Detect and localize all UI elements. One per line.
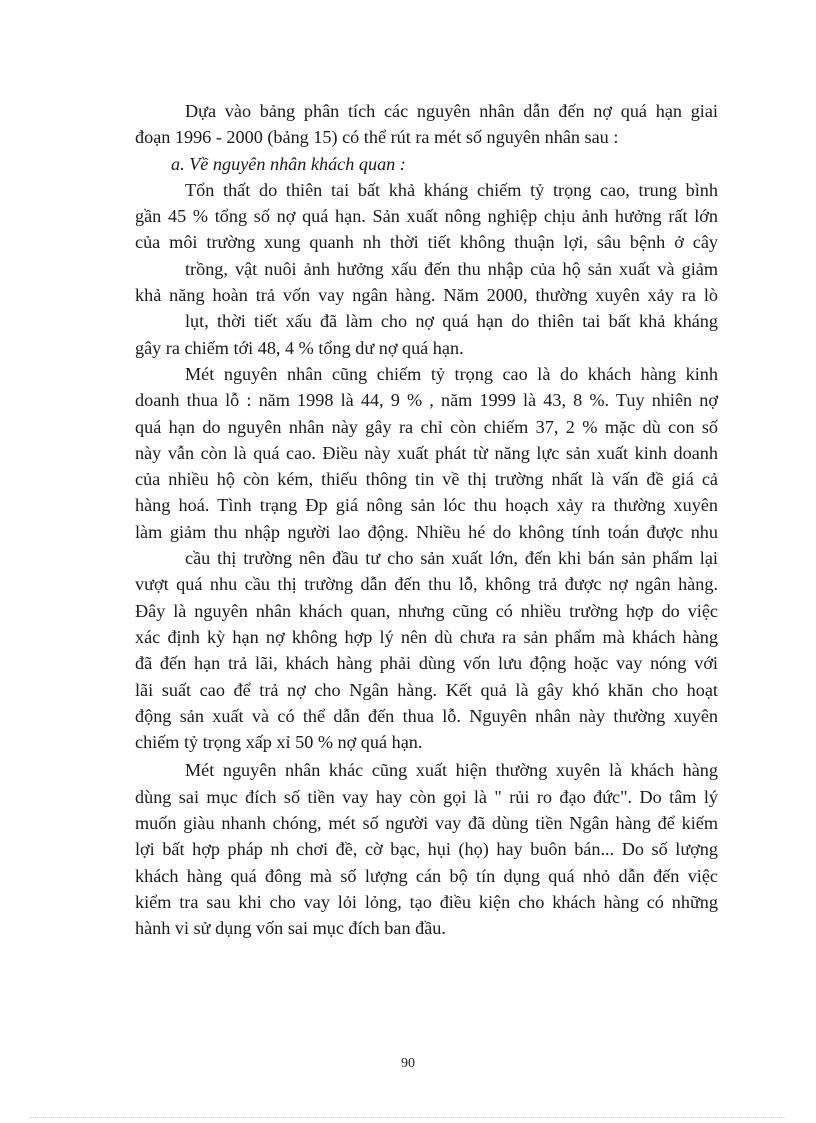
text-line: Mét nguyên nhân cũng chiếm tỷ trọng cao là do khách hàng kinh [185,363,718,384]
text-line: lợi bất hợp pháp nh chơi đề, cờ bạc, hụi (họ) hay buôn bán... Do số lượng [135,839,718,860]
text-line: Tổn thất do thiên tai bất khả kháng chiếm tỷ trọng cao, trung bình [185,179,718,200]
body-text [135,98,718,942]
text-line: dùng sai mục đích số tiền vay hay còn gọi là " rủi ro đạo đức". Do tâm lý [135,786,718,807]
text-line: của nhiều hộ còn kém, thiếu thông tin về thị trường nhất là vấn đề giá cả [135,469,718,490]
text-line: Đây là nguyên nhân khách quan, nhưng cũng có nhiều trường hợp do việc [135,600,718,621]
text-line: gần 45 % tổng số nợ quá hạn. Sản xuất nông nghiệp chịu ảnh hưởng rất lớn [135,206,718,227]
text-line: doanh thua lỗ : năm 1998 là 44, 9 % , năm 1999 là 43, 8 %. Tuy nhiên nợ [135,390,718,411]
text-line: chiếm tỷ trọng xấp xỉ 50 % nợ quá hạn. [135,732,423,753]
text-line: khách hàng quá đông mà số lượng cán bộ tín dụng quá nhỏ dẫn đến việc [135,865,718,886]
footer-divider [30,1117,786,1118]
text-line: Dựa vào bảng phân tích các nguyên nhân dẫn đến nợ quá hạn giai [185,101,718,121]
text-line: này vẫn còn là quá cao. Điều này xuất phát từ năng lực sản xuất kinh doanh [135,442,718,463]
text-line: lụt, thời tiết xấu đã làm cho nợ quá hạn do thiên tai bất khả kháng [185,311,718,332]
page-number: 90 [401,1056,415,1071]
text-line: xác định kỳ hạn nợ không hợp lý nên dù chưa ra sản phẩm mà khách hàng [135,626,718,647]
text-line: hành vi sử dụng vốn sai mục đích ban đầu. [135,918,446,939]
text-line: động sản xuất và có thể dẫn đến thua lỗ. Nguyên nhân này thường xuyên [135,705,718,726]
text-line: lãi suất cao để trả nợ cho Ngân hàng. Kết quả là gây khó khăn cho hoạt [135,679,718,700]
text-line: khả năng hoàn trả vốn vay ngân hàng. Năm 2000, thường xuyên xảy ra lò [135,285,718,306]
text-line: quá hạn do nguyên nhân này gây ra chỉ còn chiếm 37, 2 % mặc dù con số [135,416,718,437]
text-line: cầu thị trường nên đầu tư cho sản xuất lớn, đến khi bán sản phẩm lại [185,548,718,569]
text-line: đã đến hạn trả lãi, khách hàng phải dùng vốn lưu động hoặc vay nóng với [135,653,718,674]
section-heading: a. Về nguyên nhân khách quan : [171,153,406,174]
text-line: làm giảm thu nhập người lao động. Nhiều hé do không tính toán được nhu [135,521,718,542]
text-line: đoạn 1996 - 2000 (bảng 15) có thể rút ra mét số nguyên nhân sau : [135,127,619,148]
text-line: muốn giàu nhanh chóng, mét số người vay đã dùng tiền Ngân hàng để kiếm [135,813,718,834]
text-line: vượt quá nhu cầu thị trường dẫn đến thu lỗ, không trả được nợ ngân hàng. [135,574,718,595]
text-line: của môi trường xung quanh nh thời tiết không thuận lợi, sâu bệnh ở cây [135,232,718,253]
text-line: kiểm tra sau khi cho vay lỏi lỏng, tạo điều kiện cho khách hàng có những [135,891,718,912]
text-line: gây ra chiếm tới 48, 4 % tổng dư nợ quá hạn. [135,337,464,358]
text-line: Mét nguyên nhân khác cũng xuất hiện thường xuyên là khách hàng [185,760,718,781]
text-line: trồng, vật nuôi ảnh hưởng xấu đến thu nhập của hộ sản xuất và giảm [185,258,718,279]
text-line: hàng hoá. Tình trạng Ðp giá nông sản lóc thu hoạch xảy ra thường xuyên [135,495,718,516]
